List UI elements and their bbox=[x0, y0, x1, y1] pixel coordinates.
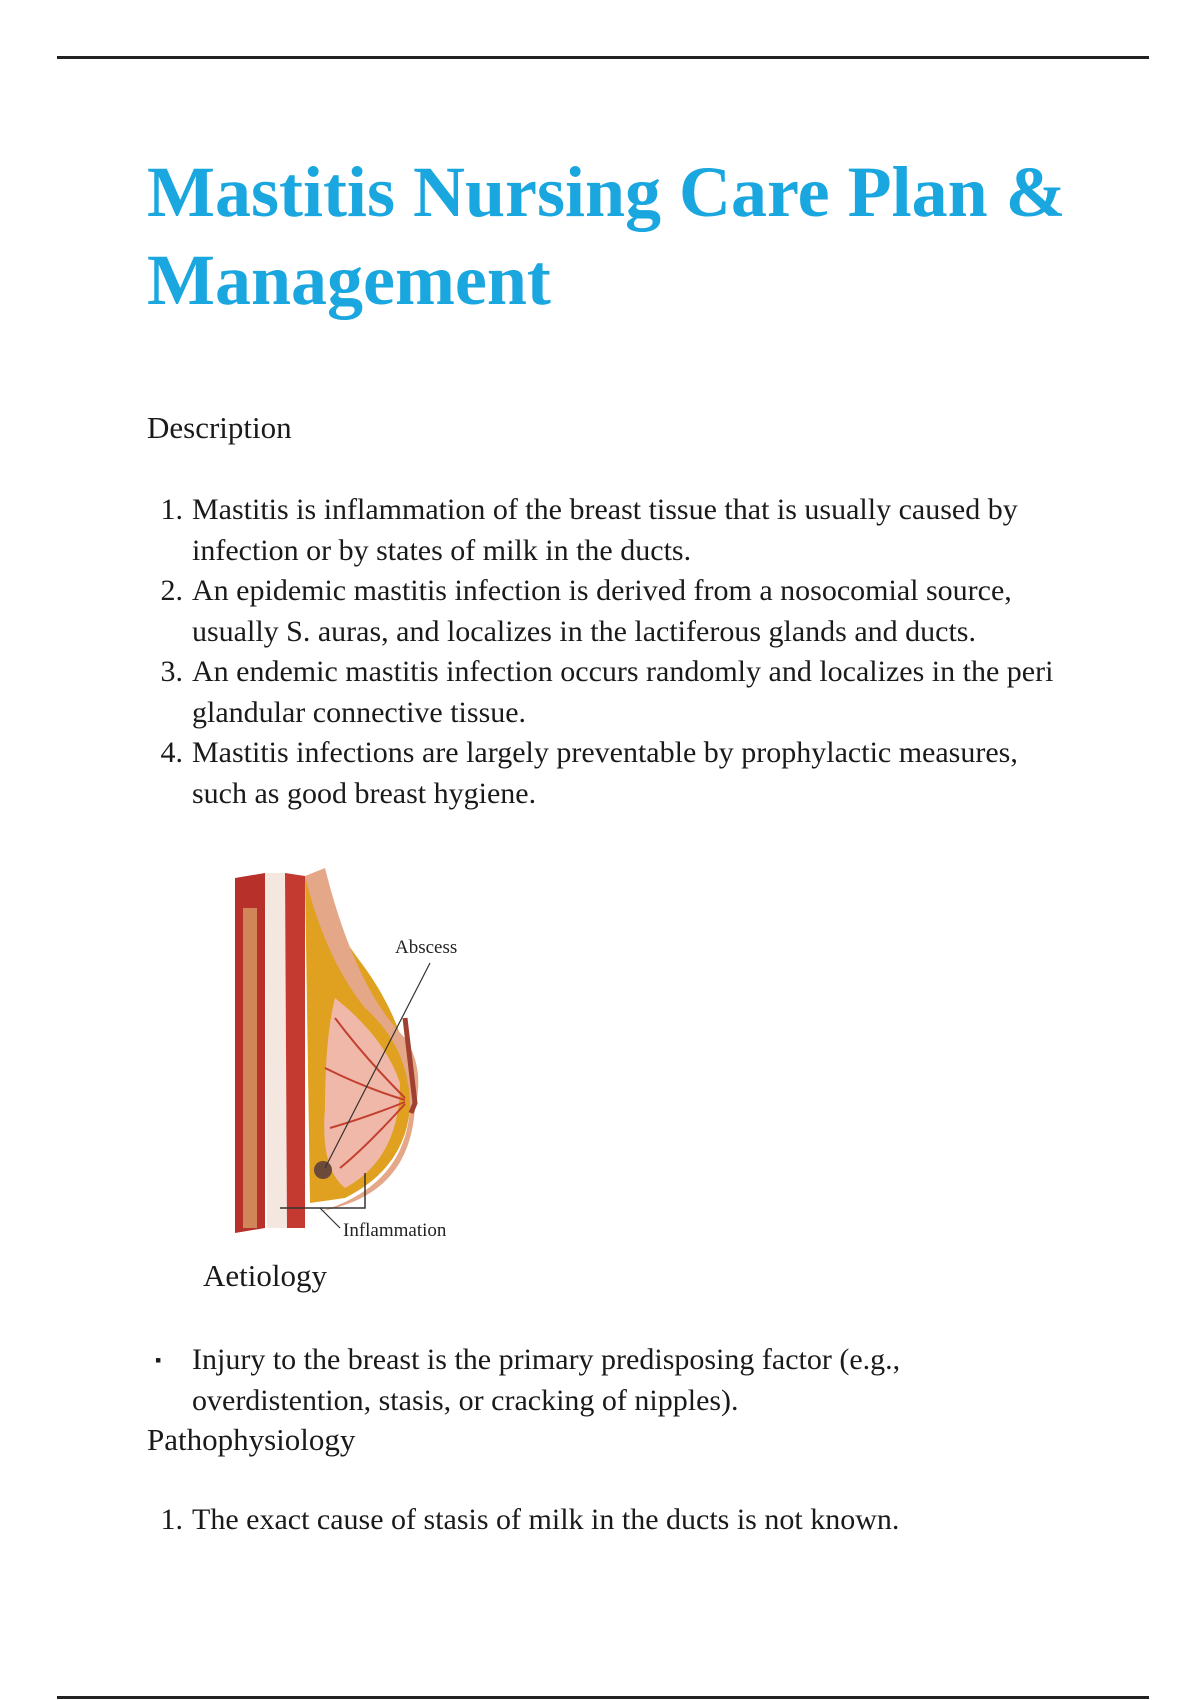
item-text: Injury to the breast is the primary predisposing factor (e.g., overdistention, stasis, or cracking of nipples). bbox=[192, 1343, 901, 1417]
pathophysiology-list bbox=[147, 1500, 1067, 1541]
list-item bbox=[147, 1340, 1067, 1421]
item-text: Mastitis infections are largely preventable by prophylactic measures, such as good breast hygiene. bbox=[192, 736, 1018, 810]
bullet-icon: ▪ bbox=[155, 1350, 162, 1370]
aetiology-heading: Aetiology bbox=[203, 1258, 327, 1293]
item-text: An epidemic mastitis infection is derived from a nosocomial source, usually S. auras, and localizes in the lactiferous glands and ducts. bbox=[192, 574, 1012, 648]
item-text: Mastitis is inflammation of the breast tissue that is usually caused by infection or by states of milk in the ducts. bbox=[192, 493, 1018, 567]
list-item: 4. Mastitis infections are largely preventable by prophylactic measures, such as good breast hygiene. bbox=[160, 736, 1018, 810]
abscess-label: Abscess bbox=[395, 937, 458, 958]
description-heading: Description bbox=[147, 410, 292, 445]
list-item: 3. An endemic mastitis infection occurs randomly and localizes in the peri glandular connective tissue. bbox=[160, 655, 1054, 729]
page-title: Mastitis Nursing Care Plan & Management bbox=[147, 152, 1066, 320]
breast-illustration-graphic bbox=[225, 868, 515, 1240]
pathophysiology-heading: Pathophysiology bbox=[147, 1422, 356, 1457]
list-item: 1. The exact cause of stasis of milk in the ducts is not known. bbox=[160, 1503, 900, 1536]
list-item: 2. An epidemic mastitis infection is derived from a nosocomial source, usually S. auras, and localizes in the lactiferous glands and ducts. bbox=[160, 574, 1012, 648]
item-text: The exact cause of stasis of milk in the ducts is not known. bbox=[192, 1503, 900, 1536]
description-list bbox=[147, 490, 1067, 814]
top-rule bbox=[57, 56, 1149, 59]
list-item: 1. Mastitis is inflammation of the breast tissue that is usually caused by infection or by states of milk in the ducts. bbox=[160, 493, 1018, 567]
aetiology-list bbox=[147, 1340, 1067, 1421]
bottom-rule bbox=[57, 1696, 1149, 1699]
item-text: An endemic mastitis infection occurs randomly and localizes in the peri glandular connective tissue. bbox=[192, 655, 1054, 729]
breast-anatomy-illustration bbox=[225, 868, 515, 1240]
inflammation-label: Inflammation bbox=[343, 1220, 447, 1240]
